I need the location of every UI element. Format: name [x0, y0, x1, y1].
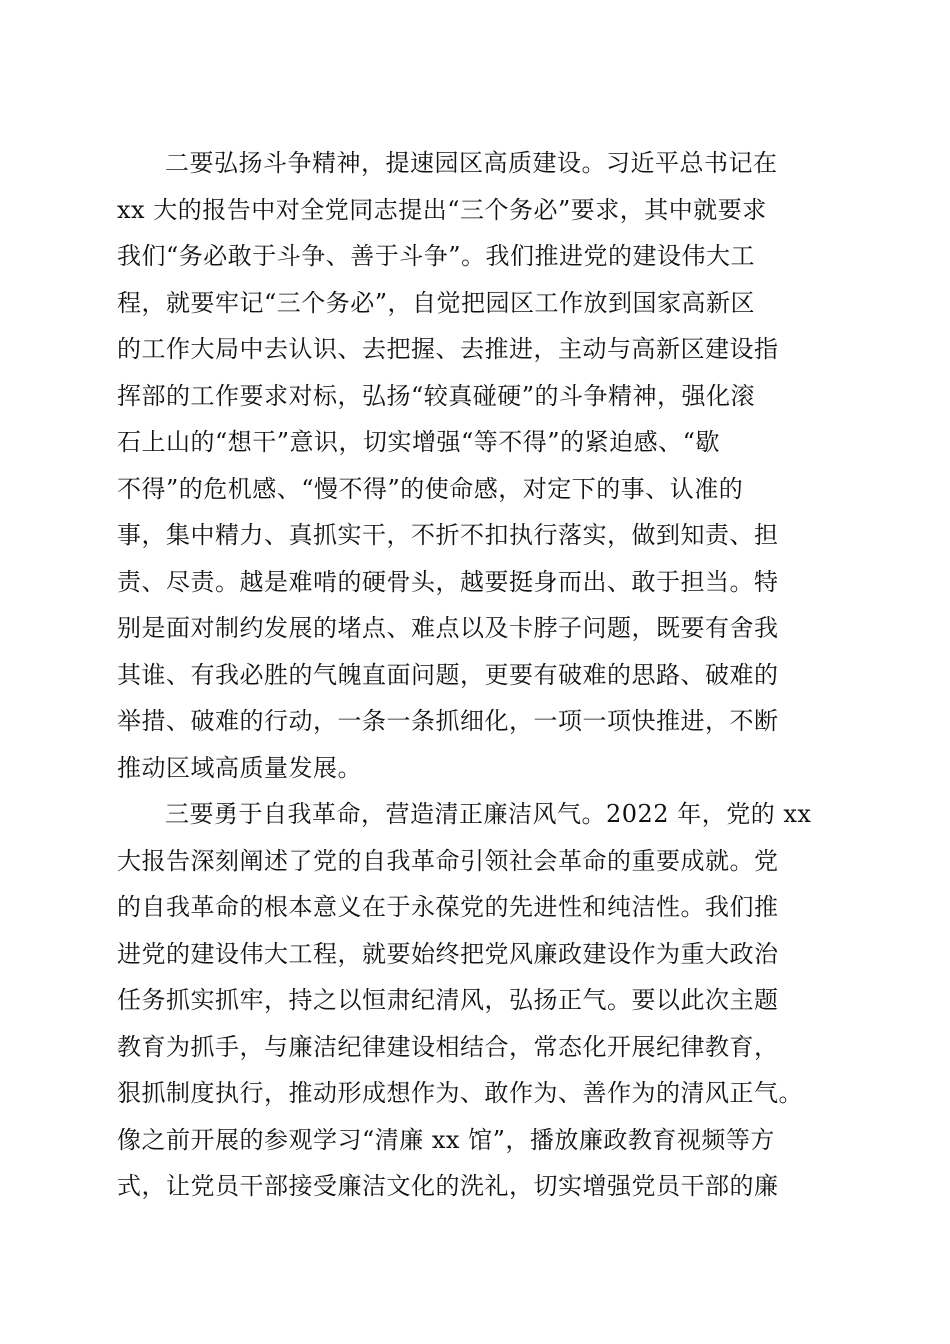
paragraph-line: 式，让党员干部接受廉洁文化的洗礼，切实增强党员干部的廉 — [117, 1172, 779, 1200]
paragraph-line: 教育为抓手，与廉洁纪律建设相结合，常态化开展纪律教育， — [117, 1032, 779, 1061]
paragraph-line: 挥部的工作要求对标，弘扬“较真碰硬”的斗争精神，强化滚 — [117, 381, 756, 410]
paragraph-line: 推动区域高质量发展。 — [117, 753, 362, 782]
paragraph-line: 狠抓制度执行，推动形成想作为、敢作为、善作为的清风正气。 — [117, 1079, 803, 1107]
paragraph-line: 不得”的危机感、“慢不得”的使命感，对定下的事、认准的 — [117, 474, 744, 503]
paragraph-line: 举措、破难的行动，一条一条抓细化，一项一项快推进，不断 — [117, 707, 779, 735]
paragraph-line: 程，就要牢记“三个务必”，自觉把园区工作放到国家高新区 — [117, 288, 756, 317]
document-body — [117, 140, 837, 1210]
paragraph-line: 的自我革命的根本意义在于永葆党的先进性和纯洁性。我们推 — [117, 893, 779, 921]
paragraph-line: 二要弘扬斗争精神，提速园区高质建设。习近平总书记在 — [165, 149, 778, 177]
paragraph-line: 我们“务必敢于斗争、善于斗争”。我们推进党的建设伟大工 — [117, 242, 756, 270]
paragraph-line: 责、尽责。越是难啃的硬骨头，越要挺身而出、敢于担当。特 — [117, 567, 779, 596]
paragraph-line: 进党的建设伟大工程，就要始终把党风廉政建设作为重大政治 — [117, 939, 779, 968]
paragraph-line: 别是面对制约发展的堵点、难点以及卡脖子问题，既要有舍我 — [117, 614, 779, 642]
paragraph-self-revolution — [117, 791, 837, 1210]
paragraph-line: 其谁、有我必胜的气魄直面问题，更要有破难的思路、破难的 — [117, 660, 779, 689]
paragraph-line: 像之前开展的参观学习“清廉 xx 馆”，播放廉政教育视频等方 — [117, 1125, 775, 1154]
paragraph-line: 三要勇于自我革命，营造清正廉洁风气。2022 年，党的 xx — [165, 800, 812, 828]
paragraph-line: 事，集中精力、真抓实干，不折不扣执行落实，做到知责、担 — [117, 521, 779, 549]
paragraph-line: xx 大的报告中对全党同志提出“三个务必”要求，其中就要求 — [117, 195, 767, 224]
paragraph-struggle-spirit — [117, 140, 837, 791]
paragraph-line: 任务抓实抓牢，持之以恒肃纪清风，弘扬正气。要以此次主题 — [117, 986, 779, 1014]
paragraph-line: 的工作大局中去认识、去把握、去推进，主动与高新区建设指 — [117, 335, 779, 363]
paragraph-line: 大报告深刻阐述了党的自我革命引领社会革命的重要成就。党 — [117, 846, 779, 875]
paragraph-line: 石上山的“想干”意识，切实增强“等不得”的紧迫感、“歇 — [117, 428, 720, 456]
